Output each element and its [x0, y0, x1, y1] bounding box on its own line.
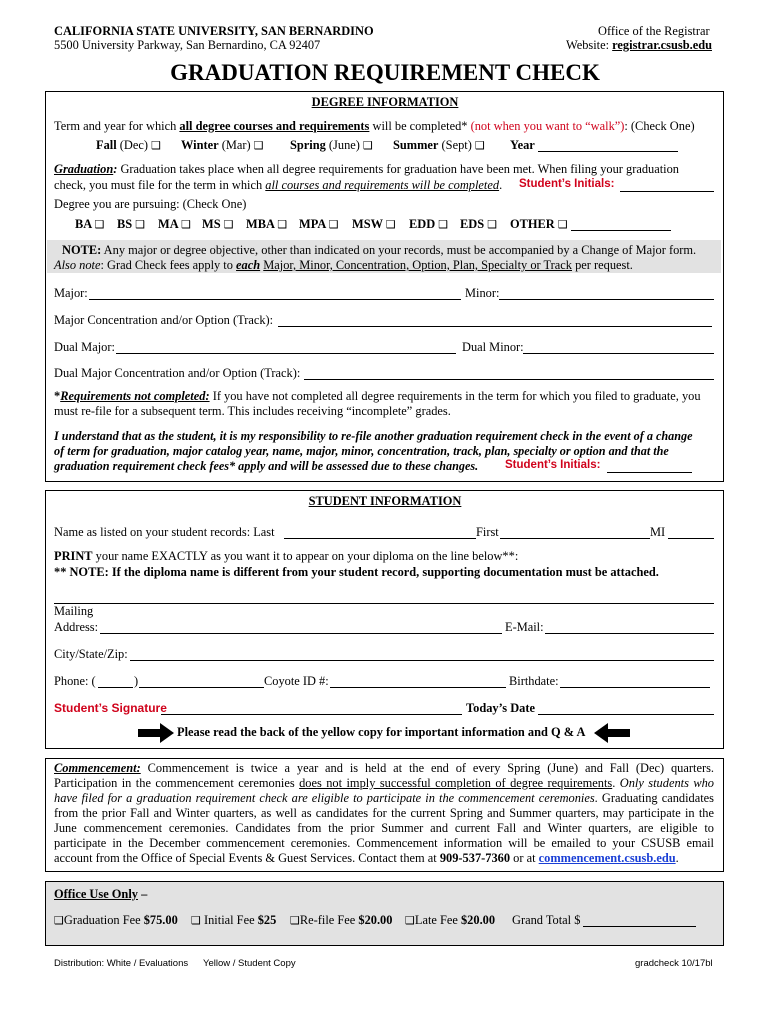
checkbox-icon: ❑	[438, 218, 449, 231]
requirements-not-completed-line1: *Requirements not completed: If you have not completed all degree requirements in the term for which you filed to graduate, you	[54, 389, 701, 403]
student-initials-field[interactable]	[620, 191, 714, 192]
todays-date-label: Today’s Date	[466, 701, 535, 715]
minor-field[interactable]	[499, 299, 714, 300]
degree-information-heading: DEGREE INFORMATION	[311, 95, 459, 109]
checkbox-icon: ❑	[135, 218, 146, 231]
grand-total-field[interactable]	[583, 926, 696, 927]
degree-option-other[interactable]: OTHER ❑	[510, 217, 568, 231]
checkbox-icon: ❑	[54, 914, 64, 927]
phone-area-code-field[interactable]	[98, 687, 133, 688]
checkbox-icon[interactable]: ❑	[151, 139, 161, 152]
graduation-note-line1: Graduation: Graduation takes place when all degree requirements for graduation have been met. When filing your graduation	[54, 162, 679, 176]
degree-option-mba[interactable]: MBA ❑	[246, 217, 288, 231]
requirements-not-completed-line2: must re-file for a subsequent term. This includes receiving “incomplete” grades.	[54, 404, 451, 418]
degree-option-mpa[interactable]: MPA ❑	[299, 217, 339, 231]
checkbox-icon[interactable]: ❑	[363, 139, 373, 152]
term-option-fall[interactable]: Fall (Dec) ❑	[96, 138, 161, 152]
email-label: E-Mail:	[505, 620, 544, 634]
website-label: Website:	[566, 38, 610, 52]
middle-initial-field[interactable]	[668, 538, 714, 539]
degree-option-msw[interactable]: MSW ❑	[352, 217, 396, 231]
major-label: Major:	[54, 286, 88, 300]
phone-number-field[interactable]	[139, 687, 264, 688]
major-concentration-field[interactable]	[278, 326, 712, 327]
year-label: Year	[510, 138, 535, 152]
university-address: 5500 University Parkway, San Bernardino, CA 92407	[54, 38, 321, 52]
last-name-label: Name as listed on your student records: Last	[54, 525, 275, 539]
checkbox-icon: ❑	[94, 218, 105, 231]
checkbox-icon: ❑	[487, 218, 498, 231]
checkbox-icon: ❑	[277, 218, 288, 231]
checkbox-icon: ❑	[191, 914, 201, 927]
website-line	[566, 38, 712, 53]
student-initials-label: Student’s Initials:	[519, 178, 615, 190]
major-concentration-label: Major Concentration and/or Option (Track):	[54, 313, 274, 327]
major-field[interactable]	[89, 299, 461, 300]
checkbox-icon: ❑	[223, 218, 234, 231]
footer-yellow-copy: Yellow / Student Copy	[203, 958, 296, 969]
address-field[interactable]	[100, 633, 502, 634]
birthdate-label: Birthdate:	[509, 674, 559, 688]
term-option-winter[interactable]: Winter (Mar) ❑	[181, 138, 264, 152]
fee-late[interactable]: ❑Late Fee $20.00	[405, 913, 496, 927]
degree-pursuing-label: Degree you are pursuing: (Check One)	[54, 197, 247, 211]
degree-option-eds[interactable]: EDS ❑	[460, 217, 498, 231]
commencement-line4: from the prior Fall and Winter quarters, as well as candidates for the current Spring and Summer quarters, may participate in the	[54, 806, 714, 820]
middle-initial-label: MI	[650, 525, 666, 539]
fee-graduation[interactable]: ❑Graduation Fee $75.00	[54, 913, 178, 927]
student-information-heading: STUDENT INFORMATION	[308, 494, 462, 508]
print-name-instruction: PRINT your name EXACTLY as you want it to appear on your diploma on the line below**:	[54, 549, 519, 563]
diploma-name-field[interactable]	[54, 603, 714, 604]
checkbox-icon: ❑	[328, 218, 339, 231]
degree-option-ms[interactable]: MS ❑	[202, 217, 234, 231]
registrar-office: Office of the Registrar	[598, 24, 710, 38]
birthdate-field[interactable]	[560, 687, 710, 688]
student-initials-field-2[interactable]	[607, 472, 692, 473]
dual-minor-label: Dual Minor:	[462, 340, 524, 354]
dual-major-label: Dual Major:	[54, 340, 115, 354]
understand-line1: I understand that as the student, it is my responsibility to re-file another graduation requirement check in the event of a change	[54, 429, 693, 443]
website-link[interactable]: registrar.csusb.edu	[612, 38, 712, 52]
grand-total-label: Grand Total $	[512, 913, 581, 927]
checkbox-icon: ❑	[557, 218, 568, 231]
dual-major-field[interactable]	[116, 353, 456, 354]
term-option-summer[interactable]: Summer (Sept) ❑	[393, 138, 485, 152]
checkbox-icon: ❑	[290, 914, 300, 927]
commencement-line1: Commencement: Commencement is twice a year and is held at the end of every Spring (June) and Fall (Dec) quarters.	[54, 761, 714, 775]
student-signature-label: Student’s Signature	[54, 701, 167, 715]
degree-option-edd[interactable]: EDD ❑	[409, 217, 449, 231]
diploma-name-note: ** NOTE: If the diploma name is different from your student record, supporting documentation must be attached.	[54, 565, 659, 579]
grad-check-fee-note: Also note: Grad Check fees apply to each Major, Minor, Concentration, Option, Plan, Specialty or Track per request.	[54, 258, 633, 272]
understand-line2: of term for graduation, major catalog year, name, major, minor, concentration, track, plan, specialty or option and that the	[54, 444, 669, 458]
commencement-line3: have filed for a graduation requirement check are eligible to participate in the commencement ceremonies. Graduating candidates	[54, 791, 714, 805]
minor-label: Minor:	[465, 286, 500, 300]
coyote-id-label: Coyote ID #:	[264, 674, 329, 688]
fee-refile[interactable]: ❑Re-file Fee $20.00	[290, 913, 393, 927]
first-name-label: First	[476, 525, 499, 539]
major-change-note: NOTE: Any major or degree objective, other than indicated on your records, must be accompanied by a Change of Major form.	[62, 243, 697, 257]
address-label: Address:	[54, 620, 99, 634]
commencement-line6: participate in the December commencement ceremonies. Commencement information will be emailed to your CSUSB email	[54, 836, 714, 850]
checkbox-icon[interactable]: ❑	[253, 139, 264, 152]
degree-option-ma[interactable]: MA ❑	[158, 217, 191, 231]
university-name: CALIFORNIA STATE UNIVERSITY, SAN BERNARDINO	[54, 24, 374, 38]
office-use-label: Office Use Only –	[54, 887, 148, 901]
checkbox-icon: ❑	[181, 218, 191, 231]
graduation-note-line2: check, you must file for the term in which all courses and requirements will be completed.	[54, 178, 503, 192]
commencement-line7: account from the Office of Special Events & Guest Services. Contact them at 909-537-7360 or at commencement.csusb.edu.	[54, 851, 679, 865]
city-state-zip-label: City/State/Zip:	[54, 647, 128, 661]
checkbox-icon[interactable]: ❑	[474, 139, 485, 152]
commencement-line5: June commencement ceremonies. Candidates from the prior Summer and current Fall and Winter quarters, are eligible to	[54, 821, 714, 835]
footer-distribution: Distribution: White / Evaluations	[54, 958, 189, 969]
todays-date-field[interactable]	[538, 714, 714, 715]
year-field[interactable]	[538, 151, 678, 152]
footer-form-code: gradcheck 10/17bl	[635, 958, 713, 969]
degree-option-ba[interactable]: BA ❑	[75, 217, 105, 231]
commencement-line2: Participation in the commencement ceremonies does not imply successful completion of degree requirements. Only students who	[54, 776, 714, 790]
first-name-field[interactable]	[500, 538, 650, 539]
arrow-right-icon	[138, 723, 174, 743]
dual-concentration-field[interactable]	[304, 379, 714, 380]
email-field[interactable]	[545, 633, 714, 634]
checkbox-icon: ❑	[385, 218, 396, 231]
understand-line3: graduation requirement check fees* apply and will be assessed due to these changes.	[54, 459, 479, 473]
student-signature-field[interactable]	[161, 714, 462, 715]
phone-label: Phone: (	[54, 674, 96, 688]
dual-concentration-label: Dual Major Concentration and/or Option (Track):	[54, 366, 301, 380]
other-degree-field[interactable]	[571, 230, 671, 231]
term-instruction: Term and year for which all degree courses and requirements will be completed* (not when you want to “walk”): (Check One)	[54, 119, 695, 133]
city-state-zip-field[interactable]	[130, 660, 714, 661]
phone-paren: )	[134, 674, 139, 688]
last-name-field[interactable]	[284, 538, 476, 539]
coyote-id-field[interactable]	[330, 687, 506, 688]
checkbox-icon: ❑	[405, 914, 415, 927]
mailing-label: Mailing	[54, 604, 94, 618]
fee-initial[interactable]: ❑ Initial Fee $25	[191, 913, 277, 927]
dual-minor-field[interactable]	[523, 353, 714, 354]
page-title: GRADUATION REQUIREMENT CHECK	[170, 60, 600, 85]
arrow-left-icon	[594, 723, 630, 743]
term-option-spring[interactable]: Spring (June) ❑	[290, 138, 373, 152]
degree-option-bs[interactable]: BS ❑	[117, 217, 146, 231]
student-initials-label-2: Student’s Initials:	[505, 459, 601, 471]
commencement-link[interactable]: commencement.csusb.edu	[538, 851, 676, 865]
read-back-note: Please read the back of the yellow copy for important information and Q & A	[177, 725, 586, 739]
